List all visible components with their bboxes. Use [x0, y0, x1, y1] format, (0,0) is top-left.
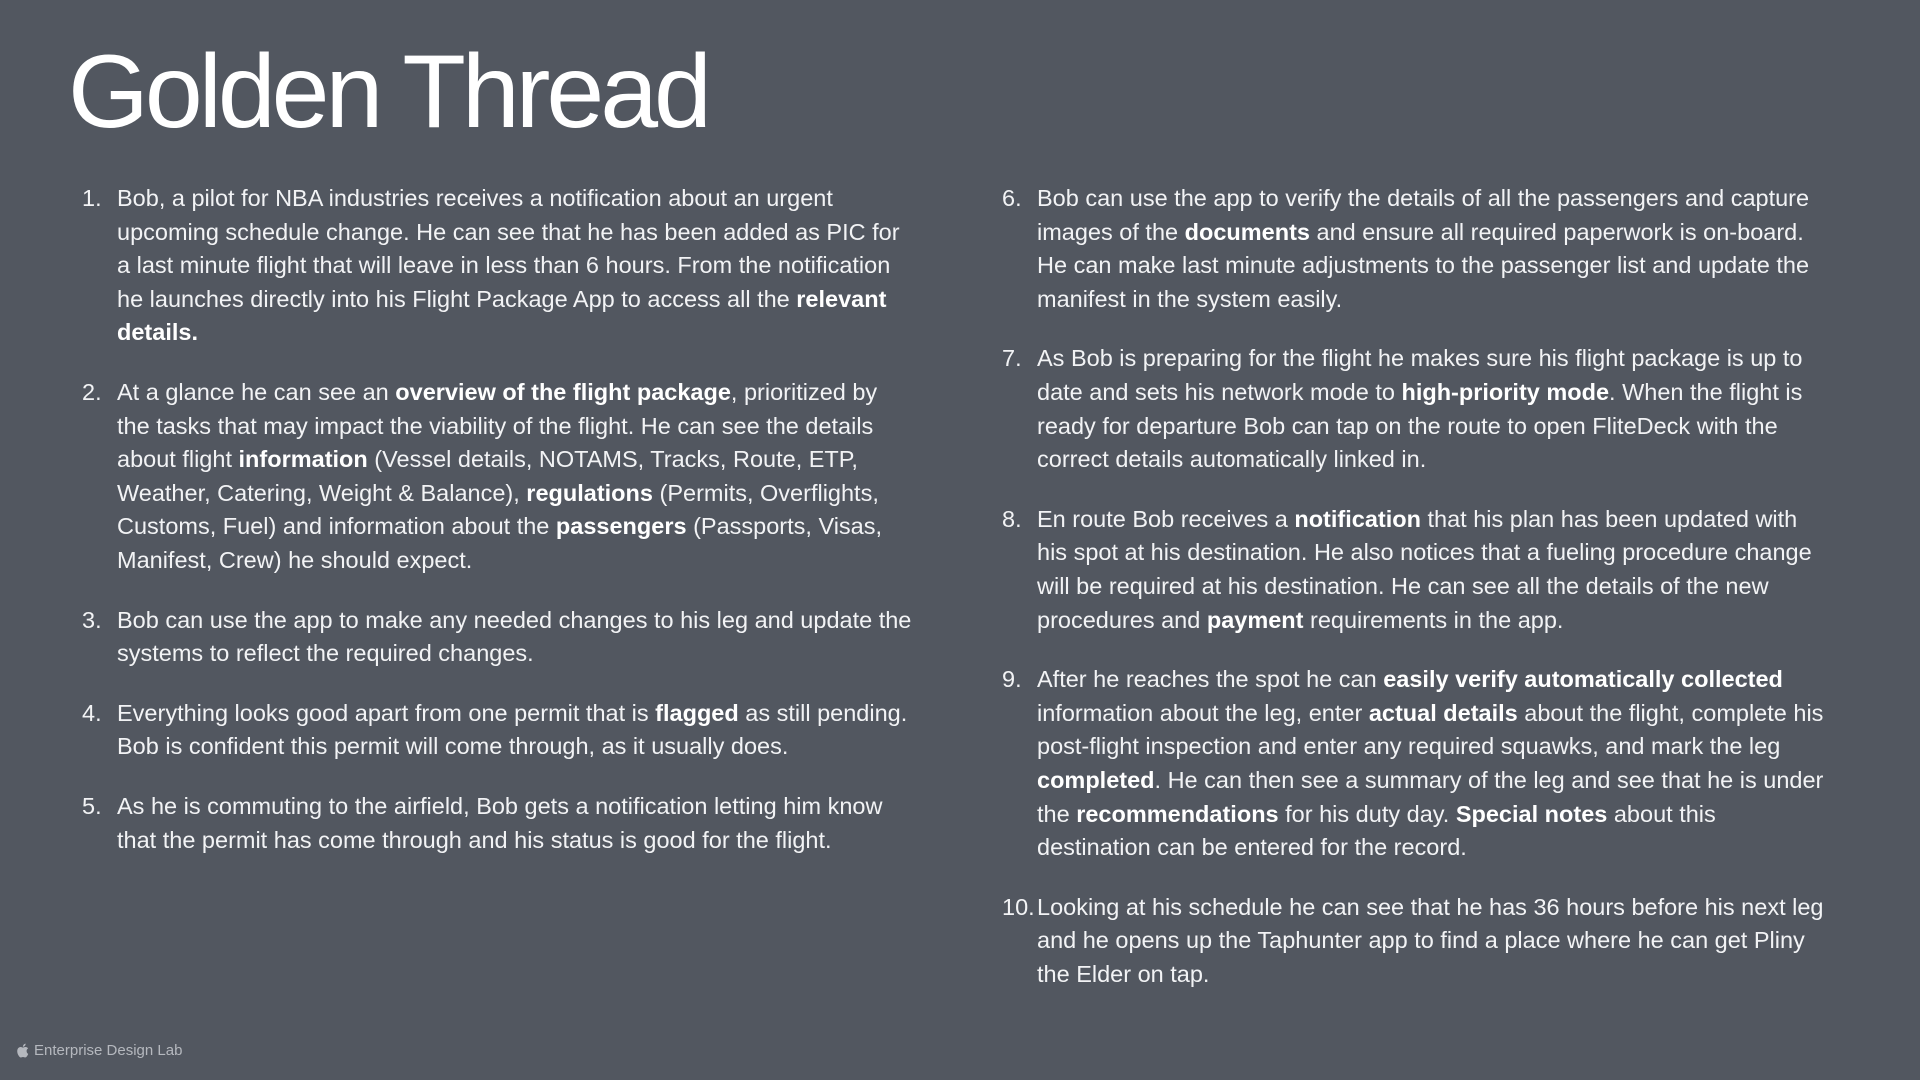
list-item-number: 2. — [82, 378, 102, 405]
list-item — [1002, 663, 1832, 865]
list-item-number: 5. — [82, 792, 102, 819]
body-text: and ensure all required paperwork is on-board. He can make last minute adjustments to the passenger list and update the manifest in the system easily. — [1037, 218, 1810, 312]
list-item — [82, 376, 912, 578]
body-text: Bob can use the app to make any needed changes to his leg and update the systems to reflect the required changes. — [117, 606, 912, 667]
emphasis-text: actual details — [1368, 699, 1518, 726]
emphasis-text: regulations — [526, 479, 653, 506]
list-item — [82, 697, 912, 764]
emphasis-text: payment — [1206, 606, 1304, 633]
body-text: . When the flight is ready for departure Bob can tap on the route to open FliteDeck with the correct details automatically linked in. — [1037, 378, 1803, 473]
body-text: . He can then see a summary of the leg and see that he is under the — [1037, 766, 1824, 827]
list-item — [82, 790, 912, 857]
list-item-text — [117, 793, 882, 853]
body-text: As he is commuting to the airfield, Bob gets a notification letting him know that the permit has come through and his status is good for the flight. — [117, 792, 883, 853]
list-item — [82, 182, 912, 350]
body-text: (Passports, Visas, Manifest, Crew) he should expect. — [117, 513, 883, 573]
list-item-number: 7. — [1002, 345, 1022, 372]
emphasis-text: recommendations — [1076, 800, 1279, 827]
list-item-text — [1037, 345, 1802, 472]
list-item-text — [117, 379, 882, 573]
list-item — [1002, 503, 1832, 637]
emphasis-text: notification — [1294, 505, 1421, 532]
list-item-text — [117, 185, 900, 345]
list-item-number: 9. — [1002, 666, 1022, 693]
body-text: (Vessel details, NOTAMS, Tracks, Route, ETP, Weather, Catering, Weight & Balance), — [117, 446, 858, 506]
body-text: As Bob is preparing for the flight he makes sure his flight package is up to date and sets his network mode to — [1037, 345, 1803, 405]
emphasis-text: Special notes — [1455, 800, 1608, 827]
emphasis-text: easily verify automatically collected — [1383, 666, 1783, 693]
story-list-left — [82, 182, 912, 883]
list-item — [1002, 342, 1832, 476]
list-item-text — [1037, 506, 1812, 633]
list-item-number: 3. — [82, 606, 102, 633]
page-title: Golden Thread — [68, 34, 708, 150]
emphasis-text: overview of the flight package — [395, 378, 731, 405]
list-item-text — [117, 607, 911, 667]
body-text: information about the leg, enter — [1037, 699, 1369, 726]
list-item — [1002, 182, 1832, 316]
body-text: After he reaches the spot he can — [1037, 666, 1384, 693]
body-text: Bob can use the app to verify the details of all the passengers and capture images of the — [1037, 185, 1810, 245]
story-list-right — [1002, 182, 1832, 1017]
footer-brand — [16, 1042, 182, 1059]
body-text: as still pending. Bob is confident this permit will come through, as it usually does. — [117, 699, 908, 760]
body-text: At a glance he can see an — [117, 378, 396, 405]
footer-label: Enterprise Design Lab — [34, 1042, 183, 1059]
body-text: about this destination can be entered for the record. — [1037, 800, 1716, 861]
list-item-number: 6. — [1002, 185, 1022, 211]
emphasis-text: passengers — [555, 513, 687, 540]
emphasis-text: relevant details. — [117, 285, 887, 346]
emphasis-text: flagged — [655, 699, 739, 726]
body-text: , prioritized by the tasks that may impact the viability of the flight. He can see the details about flight — [117, 378, 878, 473]
list-item-number: 10. — [1002, 893, 1035, 920]
list-item — [82, 604, 912, 671]
body-text: about the flight, complete his post-flight inspection and enter any required squawks, and mark the leg — [1037, 699, 1824, 760]
body-text: (Permits, Overflights, Customs, Fuel) and information about the — [117, 479, 879, 540]
emphasis-text: information — [238, 446, 368, 473]
list-item-text — [117, 700, 907, 760]
list-item — [1002, 891, 1832, 992]
list-item-text — [1037, 666, 1823, 860]
list-item-number: 8. — [1002, 505, 1022, 532]
emphasis-text: high-priority mode — [1401, 378, 1610, 405]
apple-logo-icon — [16, 1043, 29, 1058]
body-text: En route Bob receives a — [1037, 505, 1295, 532]
body-text: that his plan has been updated with his spot at his destination. He also notices that a fueling procedure change will be required at his destination. He can see all the details of the new procedures and — [1037, 505, 1812, 633]
list-item-text — [1037, 185, 1809, 312]
body-text: Everything looks good apart from one permit that is — [117, 699, 656, 726]
list-item-text — [1037, 894, 1823, 987]
body-text: requirements in the app. — [1303, 606, 1564, 633]
list-item-number: 4. — [82, 699, 102, 726]
emphasis-text: completed — [1037, 766, 1155, 793]
emphasis-text: documents — [1184, 218, 1310, 245]
body-text: Looking at his schedule he can see that he has 36 hours before his next leg and he opens up the Taphunter app to find a place where he can get Pliny the Elder on tap. — [1037, 893, 1824, 987]
list-item-number: 1. — [82, 185, 102, 211]
body-text: for his duty day. — [1278, 800, 1456, 827]
body-text: Bob, a pilot for NBA industries receives a notification about an urgent upcoming schedule change. He can see that he has been added as PIC for a last minute flight that will leave in less than 6 hours. From the notification he launches directly into his Flight Package App to access all the — [117, 185, 900, 312]
